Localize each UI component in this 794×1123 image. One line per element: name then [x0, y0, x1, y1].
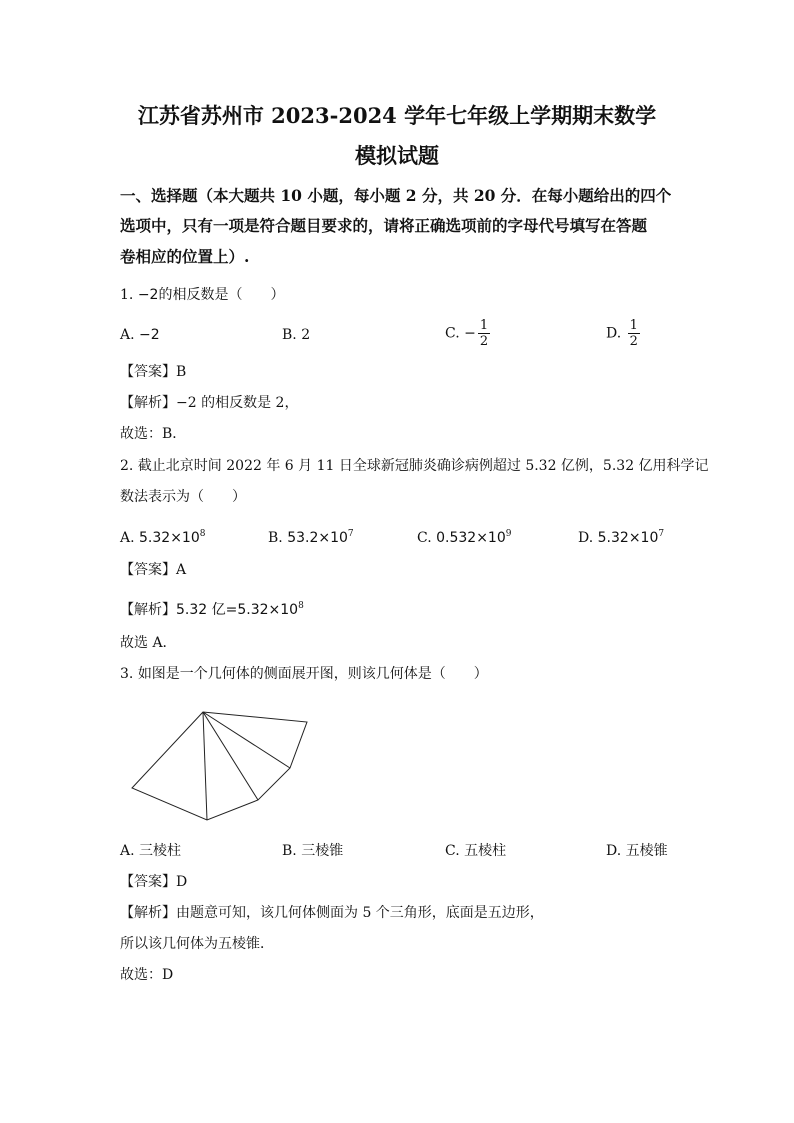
answer-value: B — [176, 364, 187, 380]
question-text: 的相反数是（ ） — [158, 287, 285, 303]
option-value: 三棱锥 — [301, 843, 344, 859]
option-value: 53.2×10 — [287, 530, 348, 546]
option-sign: − — [464, 325, 476, 342]
analysis-text: 由题意可知，该几何体侧面为 5 个三角形，底面是五边形， — [176, 905, 544, 921]
q1-conclusion: 故选：B． — [120, 426, 187, 442]
answer-label: 【答案】 — [120, 364, 176, 380]
question-expression: −2 — [137, 287, 159, 303]
question-number: 1. — [120, 287, 134, 303]
option-value: 0.532×10 — [436, 530, 506, 546]
option-value: 五棱柱 — [464, 843, 507, 859]
q3-option-a — [120, 841, 181, 861]
net-fold-line-1 — [203, 712, 207, 820]
question-number: 3. — [120, 666, 134, 682]
option-value: 三棱柱 — [139, 843, 182, 859]
option-value: −2 — [139, 327, 160, 343]
option-value: 2 — [301, 327, 311, 343]
analysis-text: −2 的相反数是 2， — [176, 395, 299, 411]
page-title: 江苏省苏州市 2023-2024 学年七年级上学期期末数学 — [137, 103, 657, 128]
option-label: D. — [606, 325, 622, 342]
section-instruction-line1: 一、选择题（本大题共 10 小题，每小题 2 分，共 20 分．在每小题给出的四个 — [120, 186, 672, 205]
question-number: 2. — [120, 458, 134, 474]
option-label: B. — [282, 327, 297, 343]
q3-analysis-line2: 所以该几何体为五棱锥． — [120, 936, 274, 952]
option-exponent: 7 — [658, 529, 665, 539]
q3-answer — [120, 872, 187, 892]
q3-option-c — [445, 841, 506, 861]
analysis-exponent: 8 — [298, 601, 304, 611]
q3-analysis — [120, 903, 544, 923]
fraction-numerator: 1 — [629, 318, 638, 333]
option-value: 5.32×10 — [597, 530, 659, 546]
answer-label: 【答案】 — [120, 562, 176, 578]
q2-conclusion: 故选 A． — [120, 635, 177, 651]
option-label: C. — [445, 843, 460, 859]
option-label: D. — [606, 843, 622, 859]
analysis-text: 5.32 亿=5.32×10 — [176, 602, 299, 618]
option-label: A. — [120, 843, 135, 859]
option-label: A. — [120, 530, 135, 546]
question-2-line2: 数法表示为（ ） — [120, 489, 246, 505]
option-value: 5.32×10 — [139, 530, 200, 546]
question-text: 截止北京时间 2022 年 6 月 11 日全球新冠肺炎确诊病例超过 5.32 亿例，5.32 亿用科学记 — [137, 458, 709, 474]
fraction-denominator: 2 — [629, 334, 638, 349]
answer-label: 【答案】 — [120, 874, 176, 890]
q3-option-b — [282, 841, 343, 861]
fraction-denominator: 2 — [479, 334, 489, 349]
fraction-numerator: 1 — [479, 318, 489, 333]
option-exponent: 9 — [505, 529, 512, 539]
section-instruction-line2: 选项中，只有一项是符合题目要求的，请将正确选项前的字母代号填写在答题 — [120, 216, 648, 235]
option-label: B. — [282, 843, 297, 859]
q3-option-d — [606, 841, 668, 861]
answer-value: D — [176, 874, 188, 890]
option-label: B. — [268, 530, 283, 546]
answer-value: A — [176, 562, 187, 578]
option-label: A. — [120, 327, 135, 343]
option-exponent: 8 — [199, 529, 206, 539]
net-fold-line-2 — [203, 712, 258, 800]
section-instruction-line3: 卷相应的位置上）. — [120, 247, 250, 266]
option-label: C. — [445, 325, 460, 342]
q3-conclusion: 故选：D — [120, 967, 174, 983]
option-label: D. — [578, 530, 594, 546]
net-fold-line-3 — [203, 712, 290, 768]
page-subtitle: 模拟试题 — [355, 143, 439, 168]
net-outline — [132, 712, 307, 820]
option-exponent: 7 — [347, 529, 354, 539]
analysis-label: 【解析】 — [120, 905, 176, 921]
option-value: 五棱锥 — [625, 843, 668, 859]
question-text: 如图是一个几何体的侧面展开图，则该几何体是（ ） — [137, 666, 488, 682]
analysis-label: 【解析】 — [120, 602, 176, 618]
option-label: C. — [417, 530, 432, 546]
analysis-label: 【解析】 — [120, 395, 176, 411]
